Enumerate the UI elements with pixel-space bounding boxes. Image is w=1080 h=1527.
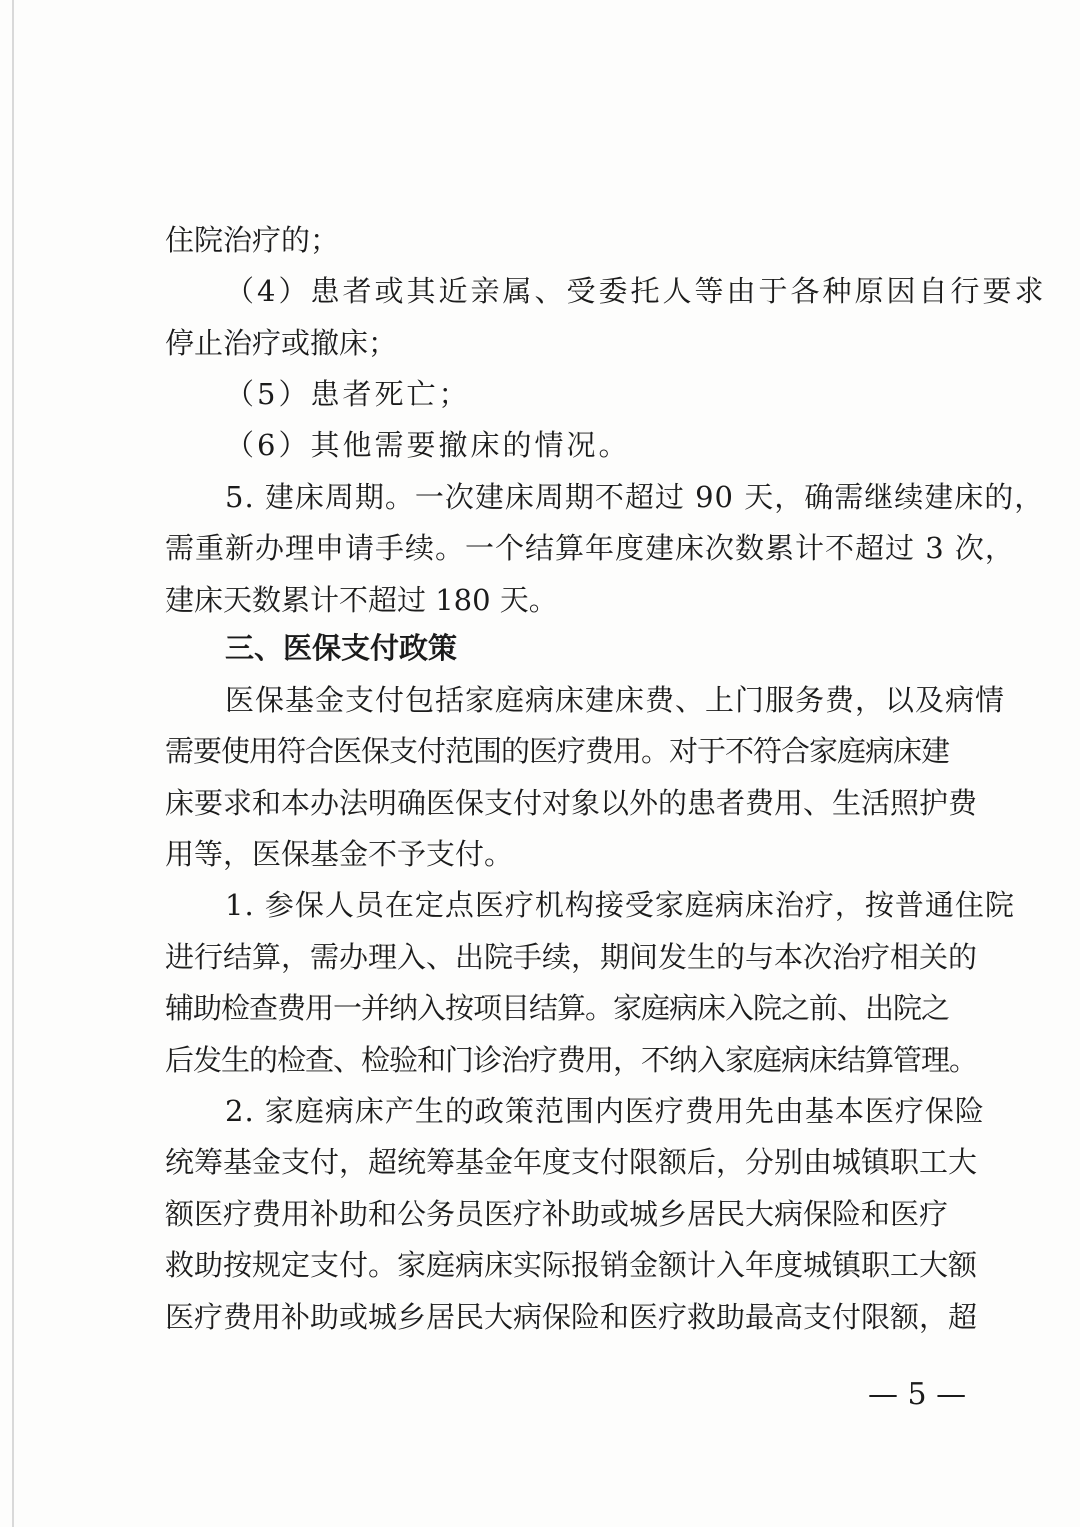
text-line: 5. 建床周期。一次建床周期不超过 90 天，确需继续建床的， xyxy=(225,480,1045,514)
text-line: 辅助检查费用一并纳入按项目结算。家庭病床入院之前、出院之 xyxy=(165,991,950,1025)
text-line: 停止治疗或撤床； xyxy=(165,326,398,360)
binding-edge xyxy=(12,0,14,1527)
text-line: 医保基金支付包括家庭病床建床费、上门服务费，以及病情 xyxy=(225,683,1006,717)
text-line: 需重新办理申请手续。一个结算年度建床次数累计不超过 3 次， xyxy=(165,531,1015,565)
text-line: 医疗费用补助或城乡居民大病保险和医疗救助最高支付限额，超 xyxy=(165,1300,978,1334)
text-line: 额医疗费用补助和公务员医疗补助或城乡居民大病保险和医疗 xyxy=(165,1197,949,1231)
text-line: 建床天数累计不超过 180 天。 xyxy=(165,583,558,617)
text-line: 1. 参保人员在定点医疗机构接受家庭病床治疗，按普通住院 xyxy=(225,888,1015,922)
page-number: — 5 — xyxy=(868,1377,967,1412)
text-line: 2. 家庭病床产生的政策范围内医疗费用先由基本医疗保险 xyxy=(225,1094,985,1128)
text-line: 用等，医保基金不予支付。 xyxy=(165,837,514,871)
text-line: 统筹基金支付，超统筹基金年度支付限额后，分别由城镇职工大 xyxy=(165,1145,978,1179)
text-line: （5）患者死亡； xyxy=(225,377,471,411)
text-line: 住院治疗的； xyxy=(165,223,340,257)
text-line: （4）患者或其近亲属、受委托人等由于各种原因自行要求 xyxy=(225,274,1047,308)
text-line: 需要使用符合医保支付范围的医疗费用。对于不符合家庭病床建 xyxy=(165,734,950,768)
section-heading: 三、医保支付政策 xyxy=(225,631,458,665)
text-line: 后发生的检查、检验和门诊治疗费用，不纳入家庭病床结算管理。 xyxy=(165,1043,978,1077)
text-line: 进行结算，需办理入、出院手续，期间发生的与本次治疗相关的 xyxy=(165,940,978,974)
text-line: （6）其他需要撤床的情况。 xyxy=(225,428,631,462)
text-line: 救助按规定支付。家庭病床实际报销金额计入年度城镇职工大额 xyxy=(165,1248,978,1282)
text-line: 床要求和本办法明确医保支付对象以外的患者费用、生活照护费 xyxy=(165,786,978,820)
